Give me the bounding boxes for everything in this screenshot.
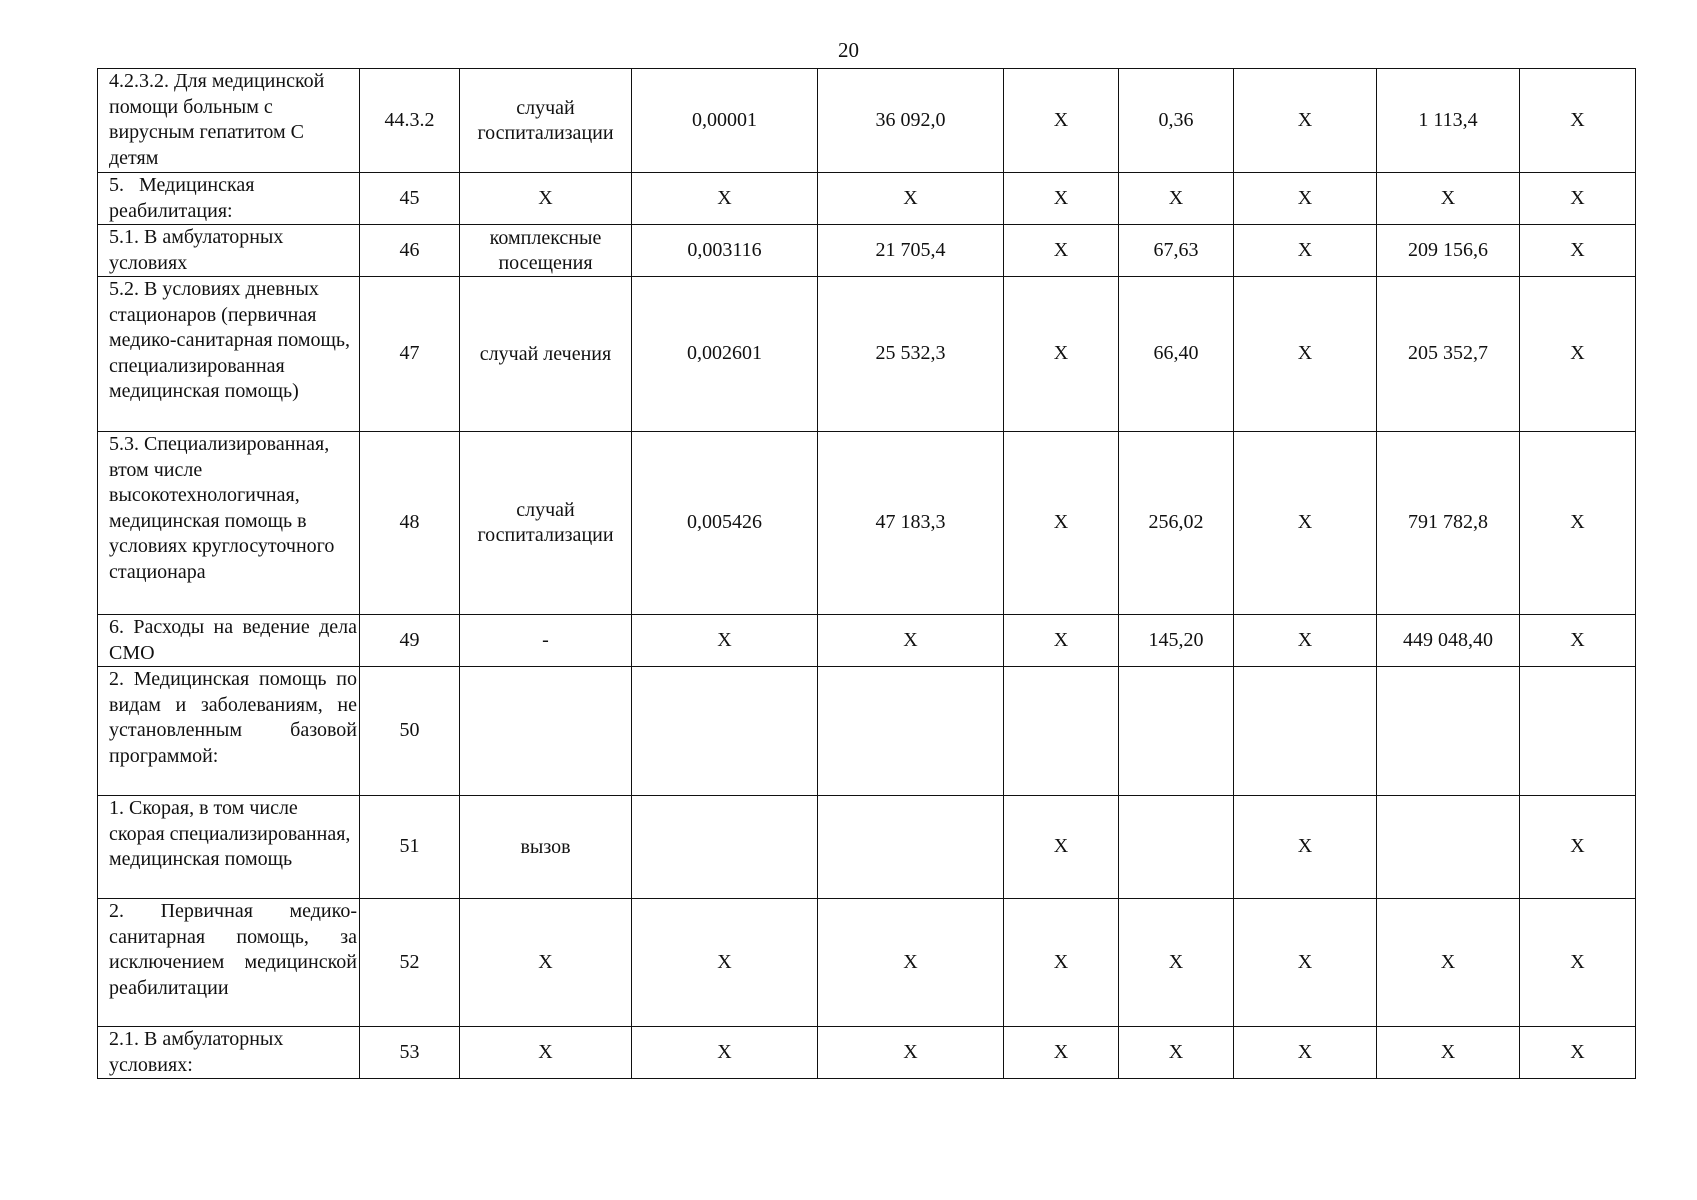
value-cell: X bbox=[1234, 173, 1377, 225]
value-cell: X bbox=[1004, 899, 1119, 1027]
value-cell: X bbox=[1234, 899, 1377, 1027]
table-row bbox=[98, 796, 1636, 899]
value-cell: X bbox=[1004, 277, 1119, 432]
value-cell: X bbox=[632, 899, 818, 1027]
value-cell: X bbox=[818, 173, 1004, 225]
value-cell: 67,63 bbox=[1119, 225, 1234, 277]
value-cell: X bbox=[1520, 899, 1636, 1027]
unit-cell: X bbox=[460, 1027, 632, 1079]
row-name-cell: 2. Медицинская помощь по видам и заболеваниям, не установленным базовой программой: bbox=[98, 667, 360, 796]
row-name-cell: 5.1. В амбулаторных условиях bbox=[98, 225, 360, 277]
value-cell: 25 532,3 bbox=[818, 277, 1004, 432]
value-cell: 449 048,40 bbox=[1377, 615, 1520, 667]
value-cell: 209 156,6 bbox=[1377, 225, 1520, 277]
value-cell: X bbox=[632, 173, 818, 225]
value-cell: X bbox=[1520, 277, 1636, 432]
value-cell: 36 092,0 bbox=[818, 69, 1004, 173]
row-number-cell: 45 bbox=[360, 173, 460, 225]
value-cell: 0,36 bbox=[1119, 69, 1234, 173]
row-number-cell: 49 bbox=[360, 615, 460, 667]
row-name-cell: 2. Первичная медико-санитарная помощь, за исключением медицинской реабилитации bbox=[98, 899, 360, 1027]
value-cell: X bbox=[1004, 615, 1119, 667]
row-name-cell: 6. Расходы на ведение дела СМО bbox=[98, 615, 360, 667]
row-number-cell: 46 bbox=[360, 225, 460, 277]
row-number-cell: 44.3.2 bbox=[360, 69, 460, 173]
value-cell: X bbox=[1234, 69, 1377, 173]
value-cell: X bbox=[1234, 1027, 1377, 1079]
value-cell: X bbox=[1004, 1027, 1119, 1079]
value-cell: X bbox=[1234, 432, 1377, 615]
value-cell: 0,002601 bbox=[632, 277, 818, 432]
table-row bbox=[98, 173, 1636, 225]
table-row bbox=[98, 615, 1636, 667]
value-cell: X bbox=[1004, 225, 1119, 277]
row-name-cell: 1. Скорая, в том числе скорая специализированная, медицинская помощь bbox=[98, 796, 360, 899]
value-cell bbox=[818, 667, 1004, 796]
value-cell: X bbox=[1520, 225, 1636, 277]
row-number-cell: 50 bbox=[360, 667, 460, 796]
table-row bbox=[98, 899, 1636, 1027]
value-cell: X bbox=[1377, 173, 1520, 225]
unit-cell: случай госпитализации bbox=[460, 432, 632, 615]
value-cell: X bbox=[1004, 173, 1119, 225]
value-cell bbox=[1377, 796, 1520, 899]
value-cell: X bbox=[1520, 796, 1636, 899]
value-cell: 145,20 bbox=[1119, 615, 1234, 667]
value-cell: 0,00001 bbox=[632, 69, 818, 173]
unit-cell: комплексные посещения bbox=[460, 225, 632, 277]
unit-cell bbox=[460, 667, 632, 796]
value-cell: X bbox=[1520, 615, 1636, 667]
data-table bbox=[97, 68, 1636, 1079]
value-cell: X bbox=[632, 615, 818, 667]
unit-cell: случай лечения bbox=[460, 277, 632, 432]
value-cell: X bbox=[818, 615, 1004, 667]
unit-cell: случай госпитализации bbox=[460, 69, 632, 173]
value-cell: X bbox=[1520, 69, 1636, 173]
table-row bbox=[98, 277, 1636, 432]
row-number-cell: 51 bbox=[360, 796, 460, 899]
value-cell: X bbox=[632, 1027, 818, 1079]
value-cell: X bbox=[1234, 277, 1377, 432]
table-row bbox=[98, 1027, 1636, 1079]
value-cell: X bbox=[1004, 432, 1119, 615]
value-cell bbox=[1119, 796, 1234, 899]
unit-cell: X bbox=[460, 173, 632, 225]
value-cell bbox=[632, 667, 818, 796]
row-number-cell: 47 bbox=[360, 277, 460, 432]
value-cell: X bbox=[1119, 173, 1234, 225]
value-cell: X bbox=[1377, 899, 1520, 1027]
value-cell: 256,02 bbox=[1119, 432, 1234, 615]
row-name-cell: 4.2.3.2. Для медицинской помощи больным с вирусным гепатитом С детям bbox=[98, 69, 360, 173]
value-cell: 21 705,4 bbox=[818, 225, 1004, 277]
value-cell bbox=[1119, 667, 1234, 796]
unit-cell: - bbox=[460, 615, 632, 667]
value-cell: 47 183,3 bbox=[818, 432, 1004, 615]
value-cell bbox=[1234, 667, 1377, 796]
unit-cell: вызов bbox=[460, 796, 632, 899]
table-row bbox=[98, 432, 1636, 615]
value-cell bbox=[818, 796, 1004, 899]
row-number-cell: 48 bbox=[360, 432, 460, 615]
table-row bbox=[98, 69, 1636, 173]
value-cell: X bbox=[1234, 225, 1377, 277]
value-cell: X bbox=[1520, 432, 1636, 615]
row-number-cell: 52 bbox=[360, 899, 460, 1027]
row-number-cell: 53 bbox=[360, 1027, 460, 1079]
row-name-cell: 2.1. В амбулаторных условиях: bbox=[98, 1027, 360, 1079]
value-cell: X bbox=[1119, 1027, 1234, 1079]
value-cell bbox=[632, 796, 818, 899]
value-cell: 0,003116 bbox=[632, 225, 818, 277]
value-cell: 205 352,7 bbox=[1377, 277, 1520, 432]
value-cell: X bbox=[1234, 796, 1377, 899]
row-name-cell: 5.3. Специализированная, втом числе высокотехнологичная, медицинская помощь в условиях круглосуточного стационара bbox=[98, 432, 360, 615]
value-cell: X bbox=[1520, 173, 1636, 225]
value-cell: 0,005426 bbox=[632, 432, 818, 615]
page-number: 20 bbox=[838, 38, 859, 62]
value-cell: 791 782,8 bbox=[1377, 432, 1520, 615]
value-cell bbox=[1004, 667, 1119, 796]
value-cell: X bbox=[1004, 69, 1119, 173]
value-cell: X bbox=[1377, 1027, 1520, 1079]
value-cell: X bbox=[1119, 899, 1234, 1027]
value-cell: X bbox=[818, 899, 1004, 1027]
value-cell bbox=[1377, 667, 1520, 796]
table-row bbox=[98, 225, 1636, 277]
table-row bbox=[98, 667, 1636, 796]
value-cell bbox=[1520, 667, 1636, 796]
unit-cell: X bbox=[460, 899, 632, 1027]
value-cell: X bbox=[1234, 615, 1377, 667]
value-cell: X bbox=[1520, 1027, 1636, 1079]
row-name-cell: 5. Медицинская реабилитация: bbox=[98, 173, 360, 225]
value-cell: 66,40 bbox=[1119, 277, 1234, 432]
value-cell: 1 113,4 bbox=[1377, 69, 1520, 173]
value-cell: X bbox=[818, 1027, 1004, 1079]
value-cell: X bbox=[1004, 796, 1119, 899]
row-name-cell: 5.2. В условиях дневных стационаров (первичная медико-санитарная помощь, специализированная медицинская помощь) bbox=[98, 277, 360, 432]
